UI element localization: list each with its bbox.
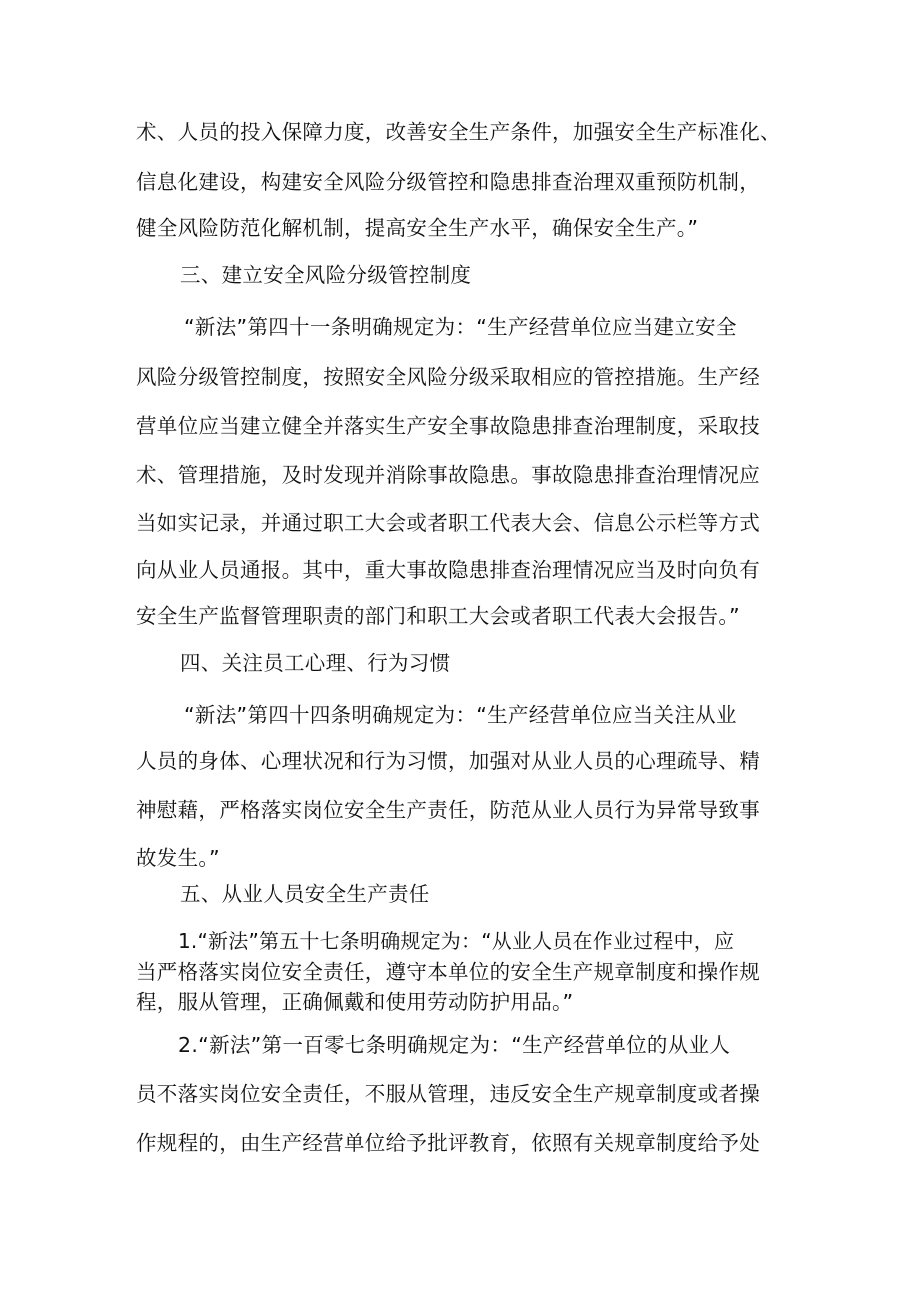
section4-line-1: “新法”第四十四条明确规定为：“生产经营单位应当关注从业: [184, 703, 737, 727]
section4-line-2: 人员的身体、心理状况和行为习惯，加强对从业人员的心理疏导、精: [136, 749, 760, 773]
section3-line-4: 术、管理措施，及时发现并消除事故隐患。事故隐患排查治理情况应: [136, 463, 760, 487]
section5-heading: 五、从业人员安全生产责任: [180, 882, 430, 906]
section3-line-2: 风险分级管控制度，按照安全风险分级采取相应的管控措施。生产经: [136, 365, 760, 389]
section5-item1-line-1: 1.“新法”第五十七条明确规定为：“从业人员在作业过程中，应: [178, 929, 735, 953]
section5-item2-line-2: 员不落实岗位安全责任，不服从管理，违反安全生产规章制度或者操: [136, 1082, 760, 1106]
section5-item2-line-1: 2.“新法”第一百零七条明确规定为：“生产经营单位的从业人: [178, 1033, 731, 1057]
section5-item1-line-2: 当严格落实岗位安全责任，遵守本单位的安全生产规章制度和操作规: [136, 960, 760, 984]
intro-line-2: 信息化建设，构建安全风险分级管控和隐患排查治理双重预防机制，: [136, 170, 760, 194]
intro-line-1: 术、人员的投入保障力度，改善安全生产条件，加强安全生产标准化、: [136, 120, 781, 144]
section5-item2-line-3: 作规程的，由生产经营单位给予批评教育，依照有关规章制度给予处: [136, 1131, 760, 1155]
section3-line-1: “新法”第四十一条明确规定为：“生产经营单位应当建立安全: [184, 315, 737, 339]
section3-line-6: 向从业人员通报。其中，重大事故隐患排查治理情况应当及时向负有: [136, 558, 760, 582]
section3-line-7: 安全生产监督管理职责的部门和职工大会或者职工代表大会报告。”: [136, 604, 740, 628]
intro-line-3: 健全风险防范化解机制，提高安全生产水平，确保安全生产。”: [136, 216, 699, 240]
section3-line-5: 当如实记录，并通过职工大会或者职工代表大会、信息公示栏等方式: [136, 511, 760, 535]
section5-item1-line-3: 程，服从管理，正确佩戴和使用劳动防护用品。”: [136, 990, 574, 1014]
section3-line-3: 营单位应当建立健全并落实生产安全事故隐患排查治理制度，采取技: [136, 414, 760, 438]
section3-heading: 三、建立安全风险分级管控制度: [180, 263, 472, 287]
section4-line-3: 神慰藉，严格落实岗位安全生产责任，防范从业人员行为异常导致事: [136, 798, 760, 822]
section4-line-4: 故发生。”: [136, 846, 220, 870]
section4-heading: 四、关注员工心理、行为习惯: [180, 651, 451, 675]
